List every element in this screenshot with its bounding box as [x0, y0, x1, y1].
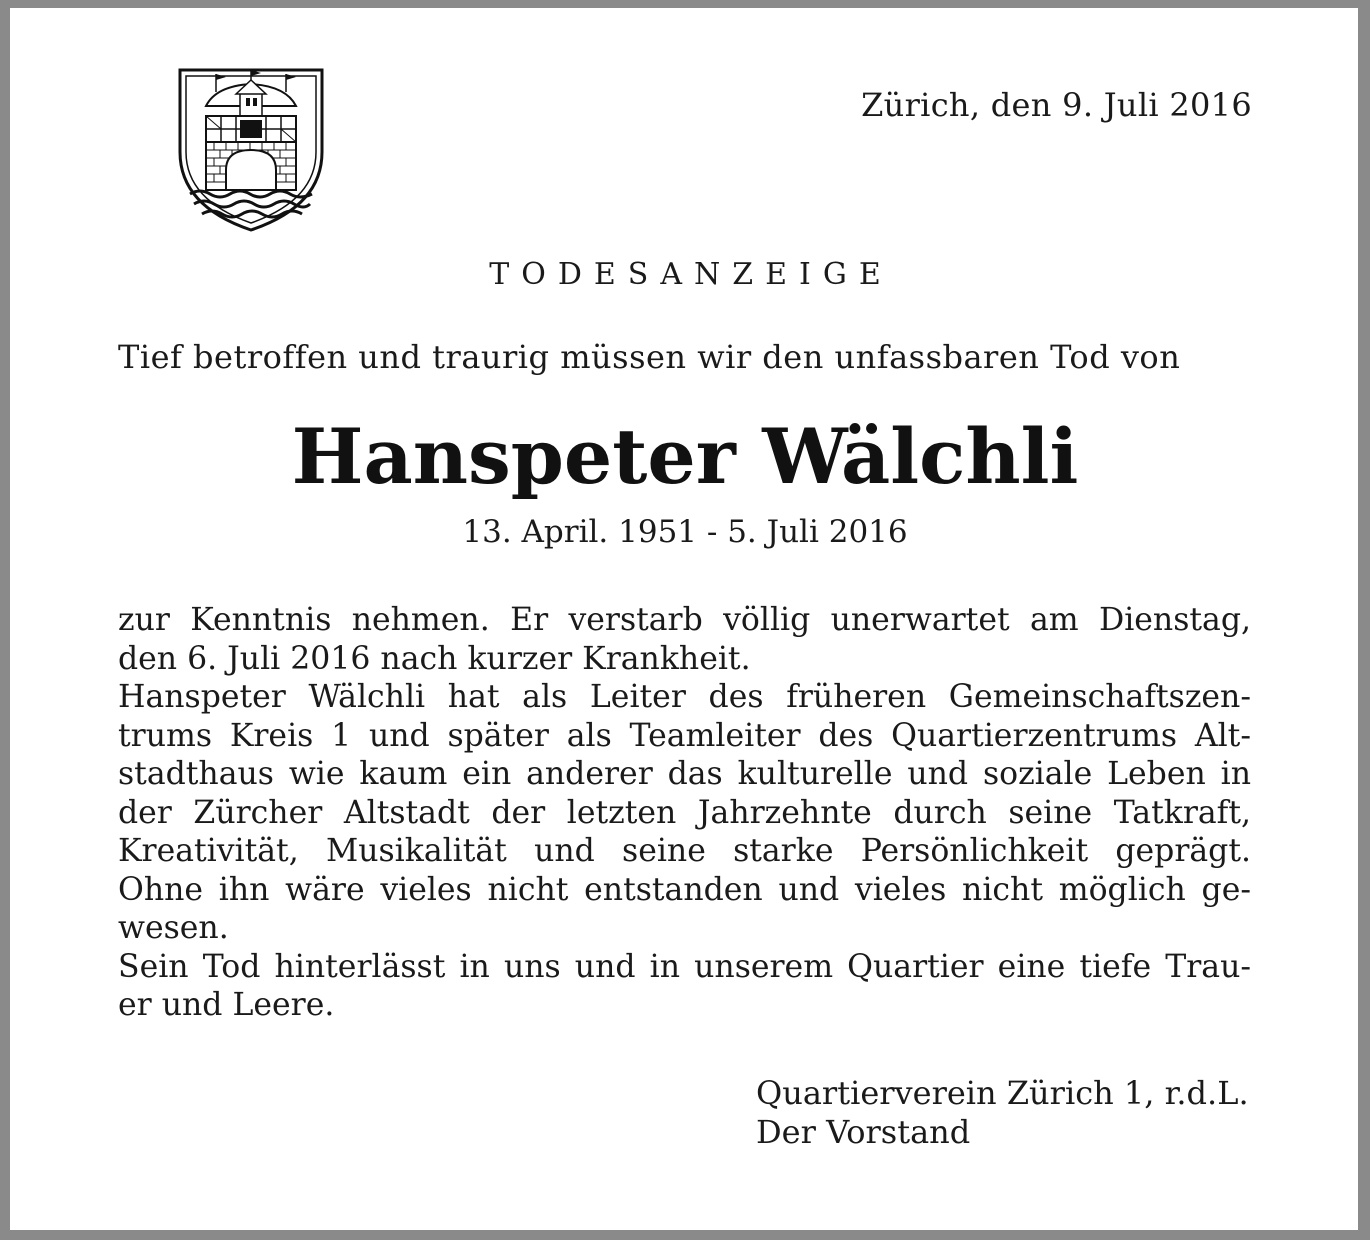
notice-heading: TODESANZEIGE	[489, 257, 893, 292]
notice-body	[118, 601, 1251, 1025]
body-line: trums Kreis 1 und später als Teamleiter des Quartierzentrums Alt-	[118, 717, 1251, 754]
deceased-name: Hanspeter Wälchli	[291, 412, 1079, 501]
body-line: stadthaus wie kaum ein anderer das kulturelle und soziale Leben in	[118, 756, 1251, 792]
body-line: er und Leere.	[118, 987, 335, 1023]
body-line: Sein Tod hinterlässt in uns und in unserem Quartier eine tiefe Trau-	[118, 948, 1251, 985]
body-line: zur Kenntnis nehmen. Er verstarb völlig unerwartet am Dienstag,	[118, 602, 1251, 638]
intro-text: Tief betroffen und traurig müssen wir den unfassbaren Tod von	[118, 338, 1181, 376]
body-line: der Zürcher Altstadt der letzten Jahrzehnte durch seine Tatkraft,	[118, 794, 1251, 831]
place-date: Zürich, den 9. Juli 2016	[861, 86, 1252, 124]
signature-organization: Quartierverein Zürich 1, r.d.L.	[756, 1074, 1249, 1112]
body-line: Kreativität, Musikalität und seine starke Persönlichkeit geprägt.	[118, 833, 1251, 869]
life-dates: 13. April. 1951 - 5. Juli 2016	[462, 514, 908, 550]
signature-board: Der Vorstand	[756, 1113, 971, 1151]
body-line: wesen.	[118, 910, 229, 946]
body-line: Ohne ihn wäre vieles nicht entstanden und vieles nicht möglich ge-	[118, 871, 1251, 908]
body-line: Hanspeter Wälchli hat als Leiter des früheren Gemeinschaftszen-	[118, 679, 1251, 715]
signature-block	[756, 1074, 1249, 1152]
coat-of-arms-icon	[176, 66, 326, 234]
body-line: den 6. Juli 2016 nach kurzer Krankheit.	[118, 640, 751, 677]
